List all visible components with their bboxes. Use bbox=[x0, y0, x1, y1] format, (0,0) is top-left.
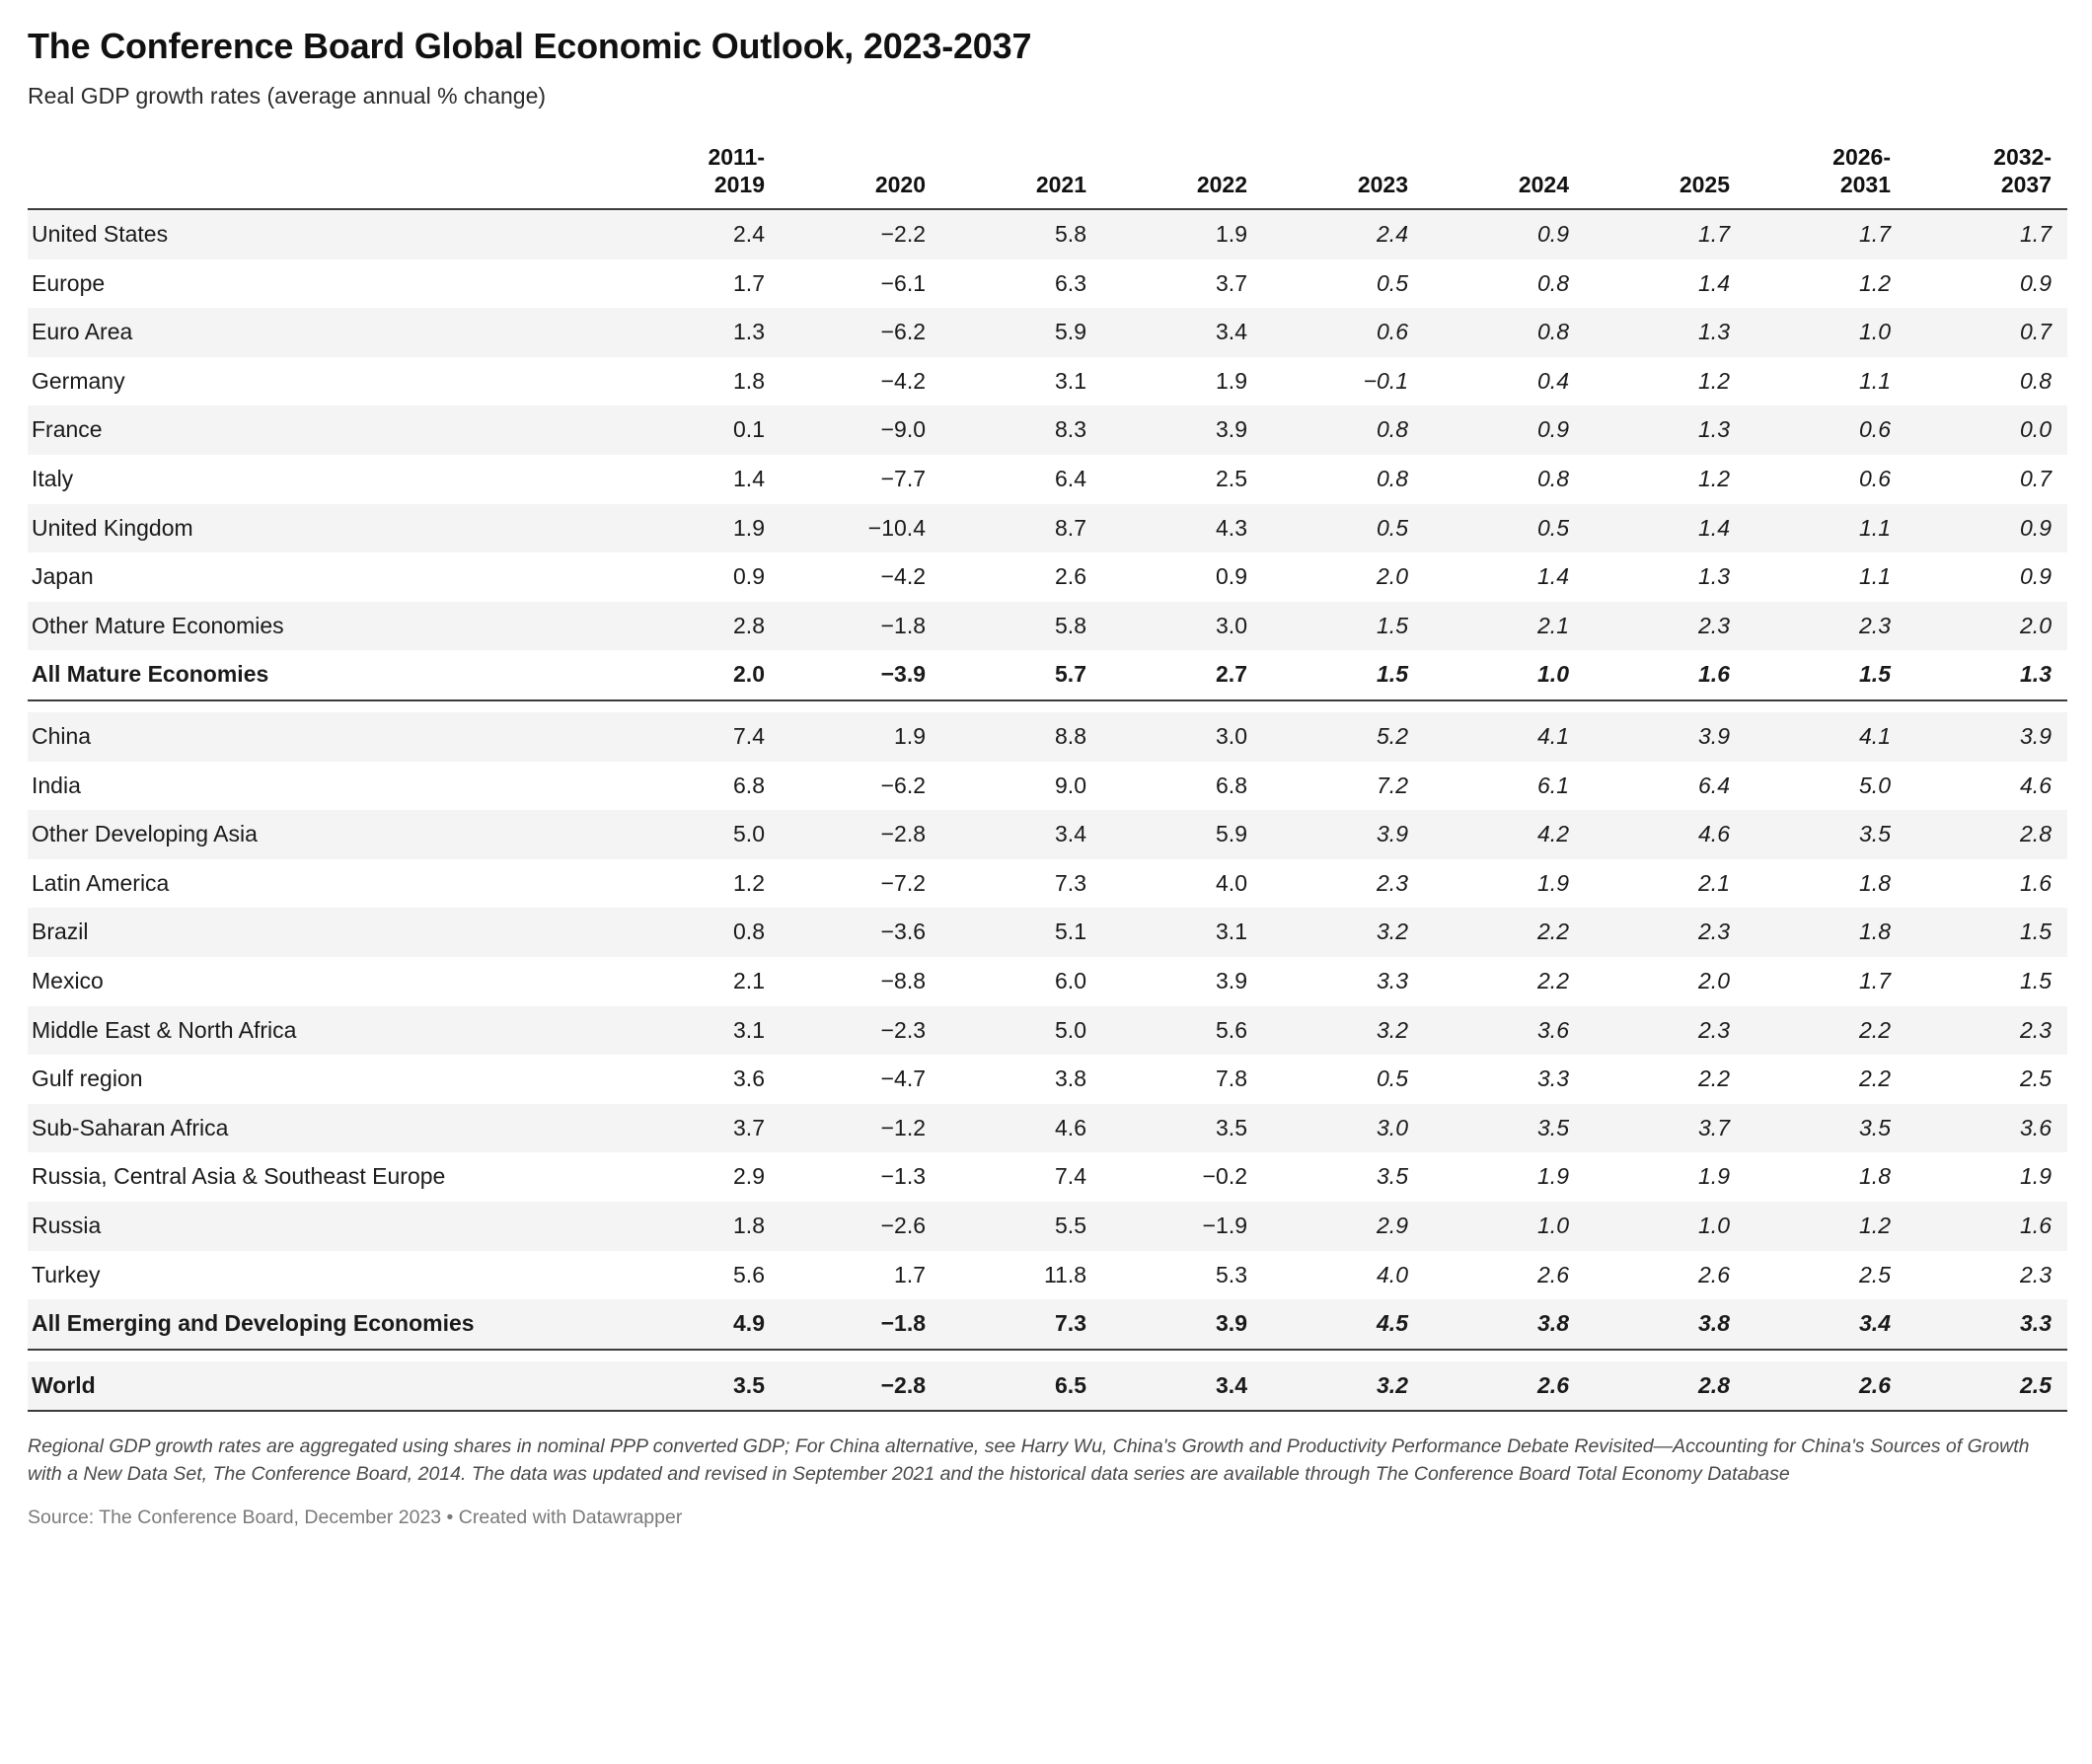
cell-value: 6.4 bbox=[1055, 466, 1086, 492]
row-label: France bbox=[32, 416, 103, 443]
cell-value: 2.3 bbox=[1698, 919, 1730, 945]
row-label: United Kingdom bbox=[32, 514, 193, 541]
cell-value: 1.3 bbox=[1698, 416, 1730, 443]
row-label: Euro Area bbox=[32, 319, 133, 345]
cell-value: 5.5 bbox=[1055, 1212, 1086, 1238]
cell-value: −2.3 bbox=[880, 1016, 926, 1043]
cell-value: 0.5 bbox=[1377, 269, 1408, 296]
cell-value: 4.2 bbox=[1537, 821, 1569, 847]
table-row bbox=[28, 405, 2067, 455]
cell-value: 1.1 bbox=[1859, 367, 1891, 394]
cell-value: 3.4 bbox=[1859, 1310, 1891, 1337]
cell-value: 7.3 bbox=[1055, 869, 1086, 896]
cell-value: 2.2 bbox=[1698, 1066, 1730, 1092]
cell-value: 2.0 bbox=[2020, 612, 2052, 638]
cell-value: 0.8 bbox=[1537, 466, 1569, 492]
cell-value: 3.1 bbox=[1055, 367, 1086, 394]
cell-value: 1.5 bbox=[1377, 661, 1408, 688]
cell-value: 1.8 bbox=[1859, 919, 1891, 945]
column-header-2023: 2023 bbox=[1263, 143, 1424, 209]
cell-value: 0.8 bbox=[1377, 466, 1408, 492]
cell-value: 1.7 bbox=[1859, 968, 1891, 993]
table-body bbox=[28, 209, 2067, 1411]
cell-value: 2.5 bbox=[1216, 466, 1247, 492]
cell-value: 1.1 bbox=[1859, 514, 1891, 541]
column-header-2032-2037: 2032- 2037 bbox=[1906, 143, 2067, 209]
cell-value: 2.1 bbox=[733, 968, 765, 993]
cell-value: 1.4 bbox=[733, 466, 765, 492]
cell-value: −6.2 bbox=[880, 772, 926, 798]
row-label: Italy bbox=[32, 466, 74, 492]
cell-value: 2.1 bbox=[1698, 869, 1730, 896]
cell-value: 0.4 bbox=[1537, 367, 1569, 394]
cell-value: 3.9 bbox=[1377, 821, 1408, 847]
cell-value: 1.4 bbox=[1698, 269, 1730, 296]
cell-value: −4.2 bbox=[880, 367, 926, 394]
cell-value: 1.2 bbox=[1698, 466, 1730, 492]
cell-value: 3.9 bbox=[1216, 416, 1247, 443]
cell-value: 2.9 bbox=[1377, 1212, 1408, 1238]
cell-value: 3.2 bbox=[1377, 919, 1408, 945]
cell-value: 3.8 bbox=[1698, 1310, 1730, 1337]
table-footnote: Regional GDP growth rates are aggregated using shares in nominal PPP converted GDP; For China alternative, see Harry Wu, China's Growth and Productivity Performance Debate Revisited—Accounting for China's Sources of Growth with a New Data Set, The Conference Board, 2014. The data was updated and revised in September 2021 and the historical data series are available through The Conference Board Total Economy Database bbox=[28, 1435, 2030, 1486]
cell-value: 1.8 bbox=[733, 1212, 765, 1238]
cell-value: 2.6 bbox=[1537, 1261, 1569, 1287]
cell-value: 2.3 bbox=[1859, 612, 1891, 638]
cell-value: 0.1 bbox=[733, 416, 765, 443]
cell-value: 2.3 bbox=[1698, 1016, 1730, 1043]
table-row bbox=[28, 504, 2067, 553]
cell-value: 8.8 bbox=[1055, 723, 1086, 750]
cell-value: 6.1 bbox=[1537, 772, 1569, 798]
cell-value: 2.8 bbox=[2020, 821, 2052, 847]
cell-value: 1.5 bbox=[1377, 612, 1408, 638]
cell-value: −8.8 bbox=[880, 968, 926, 993]
table-row bbox=[28, 308, 2067, 357]
cell-value: 0.8 bbox=[2020, 367, 2052, 394]
cell-value: 1.6 bbox=[2020, 869, 2052, 896]
cell-value: 3.9 bbox=[1216, 1310, 1247, 1337]
table-row bbox=[28, 455, 2067, 504]
table-row bbox=[28, 810, 2067, 859]
cell-value: 7.4 bbox=[1055, 1163, 1086, 1190]
cell-value: 1.6 bbox=[2020, 1212, 2052, 1238]
row-spacer bbox=[28, 1350, 2067, 1361]
cell-value: 2.5 bbox=[2020, 1066, 2052, 1092]
cell-value: 2.3 bbox=[2020, 1016, 2052, 1043]
row-label: Russia bbox=[32, 1212, 102, 1238]
column-header-2021: 2021 bbox=[941, 143, 1102, 209]
cell-value: 0.6 bbox=[1859, 466, 1891, 492]
cell-value: 3.9 bbox=[1216, 968, 1247, 993]
cell-value: 2.7 bbox=[1216, 661, 1247, 688]
page-title: The Conference Board Global Economic Outlook, 2023-2037 bbox=[28, 26, 1032, 66]
cell-value: 5.1 bbox=[1055, 919, 1086, 945]
cell-value: 2.4 bbox=[1377, 221, 1408, 248]
cell-value: −0.2 bbox=[1202, 1163, 1247, 1190]
cell-value: 4.0 bbox=[1216, 869, 1247, 896]
cell-value: 3.9 bbox=[2020, 723, 2052, 750]
row-label: China bbox=[32, 723, 92, 750]
row-label: Mexico bbox=[32, 968, 104, 993]
cell-value: 0.9 bbox=[2020, 514, 2052, 541]
row-label: Turkey bbox=[32, 1261, 101, 1287]
cell-value: 7.4 bbox=[733, 723, 765, 750]
cell-value: −1.2 bbox=[880, 1114, 926, 1140]
cell-value: 2.3 bbox=[2020, 1261, 2052, 1287]
table-row bbox=[28, 650, 2067, 700]
table-row bbox=[28, 602, 2067, 651]
table-row bbox=[28, 552, 2067, 602]
cell-value: 5.3 bbox=[1216, 1261, 1247, 1287]
cell-value: 5.9 bbox=[1055, 319, 1086, 345]
cell-value: 5.8 bbox=[1055, 612, 1086, 638]
cell-value: 6.5 bbox=[1055, 1371, 1086, 1398]
cell-value: 1.7 bbox=[894, 1261, 926, 1287]
cell-value: 3.7 bbox=[1216, 269, 1247, 296]
source-note: Source: The Conference Board, December 2023 • Created with Datawrapper bbox=[28, 1506, 683, 1528]
cell-value: 7.3 bbox=[1055, 1310, 1086, 1337]
cell-value: 1.8 bbox=[1859, 869, 1891, 896]
cell-value: 3.4 bbox=[1216, 1371, 1247, 1398]
table-row bbox=[28, 957, 2067, 1006]
table-header bbox=[28, 143, 2067, 209]
cell-value: 2.3 bbox=[1377, 869, 1408, 896]
table-row bbox=[28, 259, 2067, 309]
cell-value: 0.8 bbox=[1537, 269, 1569, 296]
cell-value: 3.7 bbox=[1698, 1114, 1730, 1140]
cell-value: 0.5 bbox=[1377, 1066, 1408, 1092]
cell-value: 3.0 bbox=[1377, 1114, 1408, 1140]
cell-value: 11.8 bbox=[1043, 1261, 1086, 1287]
table-row bbox=[28, 762, 2067, 811]
cell-value: 0.7 bbox=[2020, 466, 2052, 492]
row-label: All Emerging and Developing Economies bbox=[32, 1310, 475, 1337]
table-row bbox=[28, 712, 2067, 762]
column-header-2022: 2022 bbox=[1102, 143, 1263, 209]
cell-value: 2.5 bbox=[1859, 1261, 1891, 1287]
cell-value: −9.0 bbox=[880, 416, 926, 443]
row-label: Middle East & North Africa bbox=[32, 1016, 297, 1043]
cell-value: 4.6 bbox=[1698, 821, 1730, 847]
cell-value: 1.5 bbox=[2020, 968, 2052, 993]
cell-value: 3.5 bbox=[1859, 1114, 1891, 1140]
cell-value: 3.6 bbox=[733, 1066, 765, 1092]
cell-value: 1.6 bbox=[1698, 661, 1730, 688]
cell-value: 1.7 bbox=[733, 269, 765, 296]
cell-value: 1.8 bbox=[733, 367, 765, 394]
row-label: Russia, Central Asia & Southeast Europe bbox=[32, 1163, 446, 1190]
table-row bbox=[28, 859, 2067, 909]
cell-value: 1.3 bbox=[733, 319, 765, 345]
cell-value: 4.1 bbox=[1859, 723, 1891, 750]
cell-value: 1.7 bbox=[1698, 221, 1730, 248]
table-row bbox=[28, 357, 2067, 406]
row-label: Germany bbox=[32, 367, 125, 394]
row-label: United States bbox=[32, 221, 169, 248]
cell-value: 8.3 bbox=[1055, 416, 1086, 443]
cell-value: 3.5 bbox=[733, 1371, 765, 1398]
cell-value: 1.3 bbox=[1698, 563, 1730, 590]
cell-value: 3.0 bbox=[1216, 612, 1247, 638]
cell-value: 0.6 bbox=[1377, 319, 1408, 345]
cell-value: 7.8 bbox=[1216, 1066, 1247, 1092]
cell-value: 0.5 bbox=[1537, 514, 1569, 541]
cell-value: 2.3 bbox=[1698, 612, 1730, 638]
cell-value: 3.1 bbox=[733, 1016, 765, 1043]
cell-value: 1.4 bbox=[1537, 563, 1569, 590]
cell-value: 3.3 bbox=[2020, 1310, 2052, 1337]
cell-value: 5.7 bbox=[1055, 661, 1086, 688]
cell-value: 3.3 bbox=[1377, 968, 1408, 993]
cell-value: 2.0 bbox=[1377, 563, 1408, 590]
cell-value: 3.3 bbox=[1537, 1066, 1569, 1092]
cell-value: 1.2 bbox=[1698, 367, 1730, 394]
cell-value: 4.5 bbox=[1377, 1310, 1408, 1337]
cell-value: 3.5 bbox=[1537, 1114, 1569, 1140]
cell-value: 4.0 bbox=[1377, 1261, 1408, 1287]
cell-value: 5.0 bbox=[733, 821, 765, 847]
cell-value: 0.8 bbox=[1377, 416, 1408, 443]
cell-value: 4.1 bbox=[1537, 723, 1569, 750]
cell-value: 0.5 bbox=[1377, 514, 1408, 541]
cell-value: 8.7 bbox=[1055, 514, 1086, 541]
cell-value: 3.7 bbox=[733, 1114, 765, 1140]
cell-value: 5.2 bbox=[1377, 723, 1408, 750]
cell-value: 9.0 bbox=[1055, 772, 1086, 798]
cell-value: 1.9 bbox=[1537, 1163, 1569, 1190]
row-label: Gulf region bbox=[32, 1066, 143, 1092]
cell-value: 1.9 bbox=[2020, 1163, 2052, 1190]
table-row bbox=[28, 1152, 2067, 1202]
cell-value: 3.2 bbox=[1377, 1016, 1408, 1043]
cell-value: 3.8 bbox=[1055, 1066, 1086, 1092]
column-header-2025: 2025 bbox=[1585, 143, 1746, 209]
cell-value: −2.8 bbox=[880, 1371, 926, 1398]
cell-value: 4.9 bbox=[733, 1310, 765, 1337]
cell-value: 2.2 bbox=[1537, 968, 1569, 993]
cell-value: 2.9 bbox=[733, 1163, 765, 1190]
cell-value: 1.5 bbox=[2020, 919, 2052, 945]
row-label: Latin America bbox=[32, 869, 170, 896]
cell-value: 0.9 bbox=[733, 563, 765, 590]
cell-value: 7.2 bbox=[1377, 772, 1408, 798]
cell-value: 1.9 bbox=[894, 723, 926, 750]
table-row bbox=[28, 1361, 2067, 1412]
row-label: Europe bbox=[32, 269, 106, 296]
cell-value: 1.9 bbox=[1216, 221, 1247, 248]
cell-value: −10.4 bbox=[867, 514, 926, 541]
cell-value: 2.6 bbox=[1859, 1371, 1891, 1398]
cell-value: 1.0 bbox=[1698, 1212, 1730, 1238]
cell-value: 2.6 bbox=[1698, 1261, 1730, 1287]
cell-value: 2.2 bbox=[1537, 919, 1569, 945]
cell-value: 1.3 bbox=[1698, 319, 1730, 345]
row-label: All Mature Economies bbox=[32, 661, 269, 688]
row-label: Other Developing Asia bbox=[32, 821, 258, 847]
column-header-2024: 2024 bbox=[1424, 143, 1585, 209]
cell-value: 2.1 bbox=[1537, 612, 1569, 638]
cell-value: 1.9 bbox=[1216, 367, 1247, 394]
cell-value: 1.9 bbox=[1537, 869, 1569, 896]
cell-value: −3.6 bbox=[880, 919, 926, 945]
row-label: Japan bbox=[32, 563, 94, 590]
cell-value: 1.0 bbox=[1537, 661, 1569, 688]
cell-value: 5.8 bbox=[1055, 221, 1086, 248]
cell-value: 0.0 bbox=[2020, 416, 2052, 443]
cell-value: −1.8 bbox=[880, 1310, 926, 1337]
cell-value: 5.6 bbox=[733, 1261, 765, 1287]
cell-value: 5.9 bbox=[1216, 821, 1247, 847]
row-label: Brazil bbox=[32, 919, 89, 945]
cell-value: 0.9 bbox=[1216, 563, 1247, 590]
cell-value: −2.2 bbox=[880, 221, 926, 248]
cell-value: 0.9 bbox=[1537, 221, 1569, 248]
cell-value: 1.8 bbox=[1859, 1163, 1891, 1190]
row-label: Other Mature Economies bbox=[32, 612, 284, 638]
cell-value: 1.7 bbox=[1859, 221, 1891, 248]
cell-value: 1.0 bbox=[1859, 319, 1891, 345]
cell-value: −7.7 bbox=[880, 466, 926, 492]
cell-value: 2.2 bbox=[1859, 1016, 1891, 1043]
row-spacer-cell bbox=[28, 1350, 2067, 1361]
cell-value: 2.6 bbox=[1537, 1371, 1569, 1398]
cell-value: 1.7 bbox=[2020, 221, 2052, 248]
cell-value: −1.9 bbox=[1202, 1212, 1247, 1238]
cell-value: 3.5 bbox=[1859, 821, 1891, 847]
cell-value: 1.9 bbox=[733, 514, 765, 541]
cell-value: 3.2 bbox=[1377, 1371, 1408, 1398]
cell-value: 2.0 bbox=[733, 661, 765, 688]
cell-value: −1.8 bbox=[880, 612, 926, 638]
table-row bbox=[28, 1251, 2067, 1300]
cell-value: 4.6 bbox=[1055, 1114, 1086, 1140]
column-header-2026-2031: 2026- 2031 bbox=[1746, 143, 1906, 209]
cell-value: 3.6 bbox=[2020, 1114, 2052, 1140]
cell-value: −2.8 bbox=[880, 821, 926, 847]
cell-value: −4.2 bbox=[880, 563, 926, 590]
cell-value: 2.8 bbox=[733, 612, 765, 638]
cell-value: 0.8 bbox=[1537, 319, 1569, 345]
row-spacer bbox=[28, 700, 2067, 712]
row-label: India bbox=[32, 772, 81, 798]
cell-value: 1.2 bbox=[733, 869, 765, 896]
cell-value: 1.2 bbox=[1859, 269, 1891, 296]
cell-value: 3.4 bbox=[1216, 319, 1247, 345]
column-header-label bbox=[28, 143, 620, 209]
column-header-2020: 2020 bbox=[781, 143, 941, 209]
cell-value: 2.2 bbox=[1859, 1066, 1891, 1092]
cell-value: 3.1 bbox=[1216, 919, 1247, 945]
table-row bbox=[28, 1055, 2067, 1104]
cell-value: 6.0 bbox=[1055, 968, 1086, 993]
cell-value: 5.0 bbox=[1859, 772, 1891, 798]
cell-value: 3.6 bbox=[1537, 1016, 1569, 1043]
table-header-row bbox=[28, 143, 2067, 209]
cell-value: 4.3 bbox=[1216, 514, 1247, 541]
cell-value: 1.5 bbox=[1859, 661, 1891, 688]
cell-value: 1.1 bbox=[1859, 563, 1891, 590]
cell-value: −2.6 bbox=[880, 1212, 926, 1238]
cell-value: 0.8 bbox=[733, 919, 765, 945]
table-row bbox=[28, 1104, 2067, 1153]
cell-value: 3.5 bbox=[1377, 1163, 1408, 1190]
cell-value: 4.6 bbox=[2020, 772, 2052, 798]
cell-value: 0.6 bbox=[1859, 416, 1891, 443]
cell-value: 1.9 bbox=[1698, 1163, 1730, 1190]
cell-value: 0.9 bbox=[2020, 563, 2052, 590]
table-row bbox=[28, 209, 2067, 259]
cell-value: 2.6 bbox=[1055, 563, 1086, 590]
cell-value: 1.0 bbox=[1537, 1212, 1569, 1238]
cell-value: 6.8 bbox=[1216, 772, 1247, 798]
cell-value: 2.5 bbox=[2020, 1371, 2052, 1398]
cell-value: 2.0 bbox=[1698, 968, 1730, 993]
page-subtitle: Real GDP growth rates (average annual % change) bbox=[28, 83, 547, 109]
column-header-2011-2019: 2011- 2019 bbox=[620, 143, 781, 209]
cell-value: −6.2 bbox=[880, 319, 926, 345]
cell-value: 5.0 bbox=[1055, 1016, 1086, 1043]
table-row bbox=[28, 1299, 2067, 1350]
cell-value: 1.2 bbox=[1859, 1212, 1891, 1238]
cell-value: 0.7 bbox=[2020, 319, 2052, 345]
cell-value: 5.6 bbox=[1216, 1016, 1247, 1043]
row-label: Sub-Saharan Africa bbox=[32, 1114, 229, 1140]
cell-value: 1.3 bbox=[2020, 661, 2052, 688]
cell-value: 2.8 bbox=[1698, 1371, 1730, 1398]
cell-value: −7.2 bbox=[880, 869, 926, 896]
table-row bbox=[28, 908, 2067, 957]
cell-value: 3.8 bbox=[1537, 1310, 1569, 1337]
row-spacer-cell bbox=[28, 700, 2067, 712]
cell-value: 6.3 bbox=[1055, 269, 1086, 296]
cell-value: 0.9 bbox=[1537, 416, 1569, 443]
cell-value: −0.1 bbox=[1363, 367, 1408, 394]
cell-value: 3.5 bbox=[1216, 1114, 1247, 1140]
cell-value: 6.4 bbox=[1698, 772, 1730, 798]
cell-value: 1.4 bbox=[1698, 514, 1730, 541]
cell-value: 3.0 bbox=[1216, 723, 1247, 750]
cell-value: 3.4 bbox=[1055, 821, 1086, 847]
cell-value: −4.7 bbox=[880, 1066, 926, 1092]
cell-value: 3.9 bbox=[1698, 723, 1730, 750]
cell-value: −6.1 bbox=[880, 269, 926, 296]
table-row bbox=[28, 1202, 2067, 1251]
cell-value: 6.8 bbox=[733, 772, 765, 798]
cell-value: 2.4 bbox=[733, 221, 765, 248]
cell-value: −3.9 bbox=[880, 661, 926, 688]
row-label: World bbox=[32, 1371, 96, 1398]
cell-value: 0.9 bbox=[2020, 269, 2052, 296]
cell-value: −1.3 bbox=[880, 1163, 926, 1190]
gdp-growth-table bbox=[28, 143, 2067, 1412]
table-row bbox=[28, 1006, 2067, 1056]
